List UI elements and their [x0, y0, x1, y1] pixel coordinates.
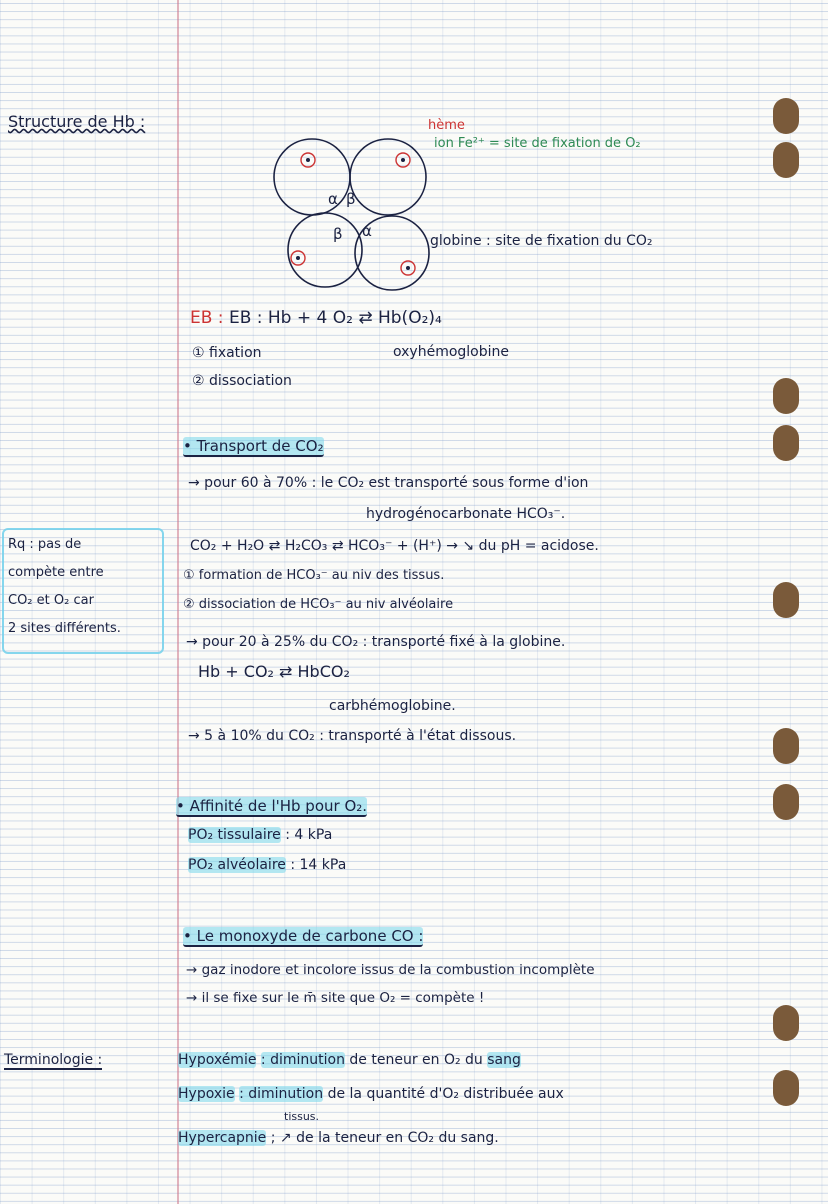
remark-line: compète entre	[8, 565, 104, 580]
co-line: → il se fixe sur le m̄ site que O₂ = compète !	[186, 990, 485, 1006]
term-hypoxia: Hypoxie : diminution de la quantité d'O₂ distribuée aux	[178, 1086, 564, 1102]
transport-line: → pour 20 à 25% du CO₂ : transporté fixé à la globine.	[186, 634, 566, 650]
step-fixation: ① fixation	[192, 345, 262, 361]
remark-line: Rq : pas de	[8, 537, 82, 552]
transport-heading: • Transport de CO₂	[183, 437, 324, 455]
binder-hole	[773, 142, 799, 178]
equilibrium-equation: EB : EB : Hb + 4 O₂ ⇄ Hb(O₂)₄	[190, 308, 442, 328]
carbhemoglobin-label: carbhémoglobine.	[329, 698, 456, 714]
binder-hole	[773, 784, 799, 820]
term-hypercapnia: Hypercapnie ; ↗ de la teneur en CO₂ du sang.	[178, 1130, 499, 1146]
hemoglobin-diagram-icon	[270, 135, 440, 295]
co2-equation: CO₂ + H₂O ⇄ H₂CO₃ ⇄ HCO₃⁻ + (H⁺) → ↘ du pH = acidose.	[190, 538, 599, 554]
step-dissociation: ② dissociation	[192, 373, 292, 389]
heme-label: hème	[428, 118, 465, 133]
carbhemoglobin-equation: Hb + CO₂ ⇄ HbCO₂	[198, 662, 350, 681]
binder-hole	[773, 728, 799, 764]
page-title: Structure de Hb :	[8, 112, 146, 131]
alveolar-po2: PO₂ alvéolaire : 14 kPa	[188, 857, 347, 873]
oxyhemoglobin-label: oxyhémoglobine	[393, 344, 509, 360]
binder-hole	[773, 1005, 799, 1041]
affinity-heading: • Affinité de l'Hb pour O₂.	[176, 797, 368, 815]
transport-line: → 5 à 10% du CO₂ : transporté à l'état dissous.	[188, 728, 517, 744]
iron-label: ion Fe²⁺ = site de fixation de O₂	[434, 136, 641, 151]
terminology-label: Terminologie :	[4, 1052, 103, 1068]
binder-hole	[773, 378, 799, 414]
subunit-label: α	[328, 190, 338, 208]
formation-line: ① formation de HCO₃⁻ au niv des tissus.	[183, 568, 445, 583]
co-line: → gaz inodore et incolore issus de la combustion incomplète	[186, 962, 595, 978]
transport-line: → pour 60 à 70% : le CO₂ est transporté sous forme d'ion	[188, 475, 589, 491]
transport-line: hydrogénocarbonate HCO₃⁻.	[366, 506, 566, 522]
subunit-label: α	[362, 222, 372, 240]
tissue-po2: PO₂ tissulaire : 4 kPa	[188, 827, 333, 843]
dissociation-line: ② dissociation de HCO₃⁻ au niv alvéolaire	[183, 597, 454, 612]
remark-line: 2 sites différents.	[8, 621, 121, 636]
co-heading: • Le monoxyde de carbone CO :	[183, 927, 424, 945]
term-hypoxia-tissues: tissus.	[284, 1110, 320, 1123]
subunit-label: β	[333, 225, 343, 243]
term-hypoxemia: Hypoxémie : diminution de teneur en O₂ du sang	[178, 1052, 521, 1068]
binder-hole	[773, 98, 799, 134]
binder-hole	[773, 582, 799, 618]
globine-label: globine : site de fixation du CO₂	[430, 233, 653, 249]
subunit-label: β	[346, 190, 356, 208]
binder-hole	[773, 425, 799, 461]
remark-line: CO₂ et O₂ car	[8, 593, 94, 608]
binder-hole	[773, 1070, 799, 1106]
